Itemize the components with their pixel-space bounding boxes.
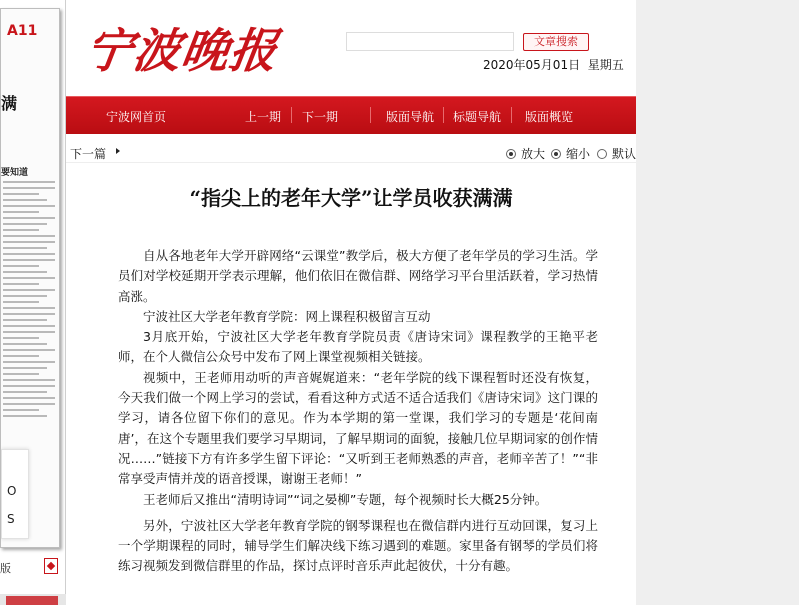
article-paragraph: 另外，宁波社区大学老年教育学院的钢琴课程也在微信群内进行互动回课，复习上一个学期课程的同时，辅导学生们解决线下练习遇到的难题。家里备有钢琴的学员们将练习视频发到微信群里的作品，探讨点评时音乐声此起彼伏，十分有趣。 <box>118 517 598 574</box>
article-paragraph: 视频中，王老师用动听的声音娓娓道来：“老年学院的线下课程暂时还没有恢复，今天我们做一个网上学习的尝试，看看这种方式适不适合适我们《唐诗宋词》这门课的学习，请各位留下你们的意见。作为本学期的第一堂课，我们学习的专题是‘花间南唐’，在这个专题里我们要学习早期词，了解早期词的面貌，接触几位早期词家的创作情况……”链接下方有许多学生留下评论：“又听到王老师熟悉的声音，老师辛苦了！”“非常享受声情并茂的语音授课，谢谢王老师！” <box>118 369 598 487</box>
nav-title-navigation[interactable]: 标题导航 <box>453 110 502 124</box>
nav-separator <box>370 107 371 123</box>
article-subheading: 宁波社区大学老年教育学院：网上课程积极留言互动 <box>143 308 431 324</box>
font-size-option-label: 默认 <box>612 147 637 161</box>
font-size-option-label: 缩小 <box>566 147 591 161</box>
arrow-right-icon <box>116 148 120 154</box>
issue-date <box>483 56 624 73</box>
article-search-input[interactable] <box>346 32 514 51</box>
font-size-default-option[interactable] <box>597 145 636 162</box>
hover-letter: O <box>7 484 17 498</box>
nav-separator <box>291 107 292 123</box>
newspaper-main <box>66 0 636 605</box>
next-article-link[interactable]: 下一篇 <box>70 147 107 161</box>
font-size-shrink-option[interactable] <box>551 145 590 162</box>
radio-icon <box>551 149 561 159</box>
page-thumbnail[interactable] <box>0 8 60 548</box>
thumbnail-page-number: A11 <box>7 23 38 39</box>
page-label: 版 <box>0 562 11 575</box>
nav-separator <box>511 107 512 123</box>
page-background-margin <box>636 0 799 605</box>
nav-next-issue[interactable]: 下一期 <box>302 110 339 124</box>
font-size-option-label: 放大 <box>521 147 546 161</box>
article-toolbar <box>66 141 636 163</box>
thumbnail-hover-popup <box>1 449 29 539</box>
nav-separator <box>443 107 444 123</box>
issue-weekday: 星期五 <box>587 58 624 72</box>
nav-page-overview[interactable]: 版面概览 <box>525 110 574 124</box>
article-paragraph: 3月底开始，宁波社区大学老年教育学院员责《唐诗宋词》课程教学的王艳平老师，在个人微信公众号中发布了网上课堂视频相关链接。 <box>118 329 598 365</box>
thumbnail-subhead-fragment: 要知道 <box>1 168 29 178</box>
article-body <box>118 246 598 577</box>
issue-date-value: 2020年05月01日 <box>483 58 581 72</box>
radio-icon <box>597 149 607 159</box>
thumbnail-text-lines <box>3 181 55 421</box>
hover-letter: S <box>7 512 15 526</box>
next-thumbnail-strip <box>0 594 66 605</box>
nav-page-navigation[interactable]: 版面导航 <box>386 110 435 124</box>
article-paragraph: 王老师后又推出“清明诗词”“词之晏柳”专题，每个视频时长大概25分钟。 <box>143 491 548 507</box>
main-navigation <box>66 96 636 134</box>
page-preview-panel <box>0 0 66 605</box>
article-search-button[interactable]: 文章搜索 <box>523 33 589 51</box>
nav-previous-issue[interactable]: 上一期 <box>245 110 282 124</box>
article-title: “指尖上的老年大学”让学员收获满满 <box>189 186 513 210</box>
pdf-icon[interactable] <box>44 558 58 574</box>
article-paragraph: 自从各地老年大学开辟网络“云课堂”教学后，极大方便了老年学员的学习生活。学员们对学校延期开学表示理解，他们依旧在微信群、网络学习平台里活跃着，学习热情高涨。 <box>118 248 598 304</box>
newspaper-logo[interactable]: 宁波晚报 <box>81 24 282 79</box>
masthead <box>66 0 636 96</box>
nav-ningbo-home[interactable]: 宁波网首页 <box>106 110 167 124</box>
font-size-enlarge-option[interactable] <box>506 145 545 162</box>
radio-selected-icon <box>506 149 516 159</box>
thumbnail-headline-fragment: 满 <box>1 94 18 113</box>
